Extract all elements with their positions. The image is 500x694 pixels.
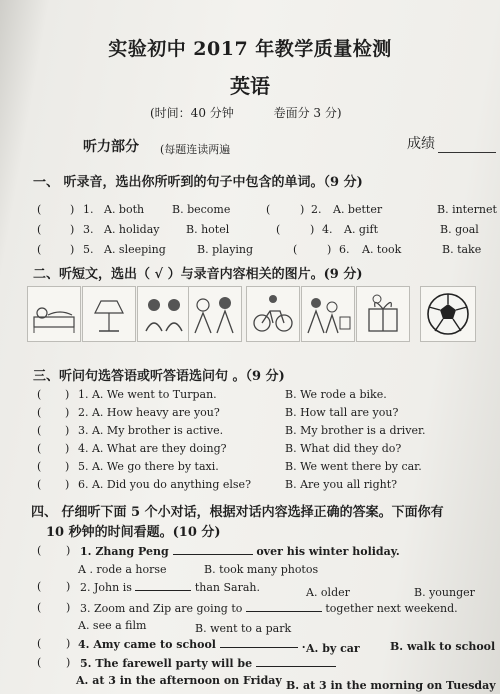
- s4-q5-stem: [80, 656, 336, 670]
- answer-paren-open[interactable]: (: [37, 460, 42, 473]
- s4-q2-option-a[interactable]: A. older: [306, 586, 350, 599]
- answer-paren-close: ): [65, 478, 70, 491]
- answer-paren-open[interactable]: (: [37, 442, 42, 455]
- s3-q3-option-a[interactable]: 3. A. My brother is active.: [78, 424, 224, 437]
- picture-4[interactable]: [188, 286, 242, 342]
- family-icon: [302, 287, 354, 341]
- picture-1[interactable]: [27, 286, 81, 342]
- s3-q4-option-b[interactable]: B. What did they do?: [285, 442, 402, 455]
- s4-q3-option-b[interactable]: B. went to a park: [195, 622, 292, 635]
- answer-paren-close: ): [66, 656, 71, 669]
- s4-q2-text: 2. John is: [80, 581, 132, 594]
- children-talking-icon: [189, 287, 241, 341]
- s4-q1-blank[interactable]: [173, 544, 253, 555]
- answer-paren-close: ): [70, 223, 75, 236]
- answer-paren-open[interactable]: (: [37, 580, 42, 593]
- s4-q4-stem: [78, 637, 306, 651]
- s3-q3-option-b[interactable]: B. My brother is a driver.: [285, 424, 426, 437]
- answer-paren-close: ): [66, 601, 71, 614]
- s3-q1-option-b[interactable]: B. We rode a bike.: [285, 388, 387, 401]
- answer-paren-close: ): [70, 243, 75, 256]
- answer-paren-open[interactable]: (: [37, 656, 42, 669]
- s4-q5-blank[interactable]: [256, 656, 336, 667]
- s1-q1-option-a[interactable]: A. both: [104, 203, 145, 216]
- s4-q2-tail: than Sarah.: [194, 581, 260, 594]
- listening-note: (每题连读两遍: [160, 143, 231, 156]
- section4-heading-cont: 10 秒钟的时间看题。(10 分): [46, 525, 221, 540]
- s4-q2-stem: [80, 580, 260, 594]
- soccer-ball-icon: [421, 287, 475, 341]
- exam-meta: [150, 104, 378, 121]
- s4-q2-option-b[interactable]: B. younger: [414, 586, 475, 599]
- picture-7[interactable]: [356, 286, 410, 342]
- answer-paren-close: ): [65, 442, 70, 455]
- picture-3[interactable]: [137, 286, 191, 342]
- s3-q4-option-a[interactable]: 4. A. What are they doing?: [78, 442, 227, 455]
- s4-q3-text: 3. Zoom and Zip are going to: [80, 602, 243, 615]
- sleeping-child-icon: [28, 287, 80, 341]
- s4-q4-period: .: [301, 638, 306, 651]
- s4-q1-text: 1. Zhang Peng: [80, 545, 169, 558]
- s3-q1-option-a[interactable]: 1. A. We went to Turpan.: [78, 388, 217, 401]
- s4-q1-option-b[interactable]: B. took many photos: [204, 563, 319, 576]
- answer-paren-open[interactable]: (: [37, 637, 42, 650]
- s4-q5-option-b[interactable]: B. at 3 in the morning on Tuesday: [286, 679, 496, 692]
- time-limit: (时间：40 分钟: [150, 106, 234, 120]
- answer-paren-open[interactable]: (: [276, 223, 281, 236]
- picture-6[interactable]: [301, 286, 355, 342]
- s1-q2-num: 2.: [311, 203, 322, 216]
- s4-q1-option-a[interactable]: A . rode a horse: [78, 563, 167, 576]
- s3-q5-option-b[interactable]: B. We went there by car.: [285, 460, 422, 473]
- gift-icon: [357, 287, 409, 341]
- answer-paren-close: ): [70, 203, 75, 216]
- answer-paren-close: ): [66, 580, 71, 593]
- s4-q4-blank[interactable]: [220, 637, 298, 648]
- s4-q3-option-a[interactable]: A. see a film: [78, 619, 147, 632]
- section1-heading: 一、 听录音，选出你所听到的句子中包含的单词。（9 分): [33, 175, 363, 190]
- s4-q3-tail: together next weekend.: [325, 602, 458, 615]
- answer-paren-close: ): [65, 388, 70, 401]
- s4-q4-text: 4. Amy came to school: [78, 638, 216, 651]
- s3-q2-option-b[interactable]: B. How tall are you?: [285, 406, 399, 419]
- s4-q4-option-b[interactable]: B. walk to school: [390, 640, 496, 653]
- s4-q3-blank[interactable]: [246, 601, 322, 612]
- answer-paren-open[interactable]: (: [37, 406, 42, 419]
- s1-q6-option-b[interactable]: B. take: [442, 243, 482, 256]
- s1-q6-option-a[interactable]: A. took: [362, 243, 402, 256]
- s4-q1-tail: over his winter holiday.: [256, 545, 400, 558]
- answer-paren-close: ): [66, 544, 71, 557]
- bicycle-icon: [247, 287, 299, 341]
- s3-q6-option-b[interactable]: B. Are you all right?: [285, 478, 398, 491]
- s1-q3-num: 3.: [83, 223, 94, 236]
- s3-q2-option-a[interactable]: 2. A. How heavy are you?: [78, 406, 220, 419]
- answer-paren-open[interactable]: (: [37, 601, 42, 614]
- s3-q6-option-a[interactable]: 6. A. Did you do anything else?: [78, 478, 251, 491]
- s4-q5-option-a[interactable]: A. at 3 in the afternoon on Friday: [76, 674, 282, 687]
- answer-paren-close: ): [327, 243, 332, 256]
- answer-paren-open[interactable]: (: [37, 223, 42, 236]
- s1-q2-option-a[interactable]: A. better: [333, 203, 383, 216]
- s4-q4-option-a[interactable]: A. by car: [306, 642, 360, 655]
- s1-q5-option-b[interactable]: B. playing: [197, 243, 254, 256]
- subject-title: 英语: [230, 74, 270, 98]
- s1-q5-option-a[interactable]: A. sleeping: [104, 243, 166, 256]
- answer-paren-close: ): [310, 223, 315, 236]
- section3-heading: 三、听问句选答语或听答语选问句 。（9 分): [33, 369, 285, 384]
- section4-heading: 四、 仔细听下面 5 个小对话，根据对话内容选择正确的答案。下面你有: [31, 505, 444, 520]
- answer-paren-open[interactable]: (: [37, 243, 42, 256]
- s1-q6-num: 6.: [339, 243, 350, 256]
- picture-8[interactable]: [420, 286, 476, 342]
- s3-q5-option-a[interactable]: 5. A. We go there by taxi.: [78, 460, 219, 473]
- picture-2[interactable]: [82, 286, 136, 342]
- answer-paren-close: ): [300, 203, 305, 216]
- answer-paren-close: ): [66, 637, 71, 650]
- s1-q4-option-a[interactable]: A. gift: [344, 223, 378, 236]
- s1-q1-num: 1.: [83, 203, 94, 216]
- s4-q3-stem: [80, 601, 458, 615]
- lamp-icon: [83, 287, 135, 341]
- s1-q1-option-b[interactable]: B. become: [172, 203, 231, 216]
- children-group-icon: [138, 287, 190, 341]
- answer-paren-close: ): [65, 424, 70, 437]
- exam-title: 实验初中 2017 年教学质量检测: [108, 38, 392, 60]
- s1-q4-option-b[interactable]: B. goal: [440, 223, 479, 236]
- answer-paren-open[interactable]: (: [37, 203, 42, 216]
- answer-paren-close: ): [65, 460, 70, 473]
- total-score: 卷面分 3 分): [273, 106, 342, 120]
- answer-paren-close: ): [65, 406, 70, 419]
- picture-5[interactable]: [246, 286, 300, 342]
- answer-paren-open[interactable]: (: [37, 544, 42, 557]
- section2-heading: 二、听短文，选出（ √ ）与录音内容相关的图片。(9 分): [33, 267, 363, 282]
- score-label: 成绩: [407, 136, 435, 152]
- s4-q2-blank[interactable]: [135, 580, 191, 591]
- answer-paren-open[interactable]: (: [37, 478, 42, 491]
- answer-paren-open[interactable]: (: [37, 424, 42, 437]
- s4-q5-text: 5. The farewell party will be: [80, 657, 253, 670]
- answer-paren-open[interactable]: (: [293, 243, 298, 256]
- answer-paren-open[interactable]: (: [37, 388, 42, 401]
- s4-q1-stem: [80, 544, 400, 558]
- s1-q3-option-a[interactable]: A. holiday: [104, 223, 160, 236]
- s1-q4-num: 4.: [322, 223, 333, 236]
- s1-q3-option-b[interactable]: B. hotel: [186, 223, 230, 236]
- answer-paren-open[interactable]: (: [266, 203, 271, 216]
- score-blank[interactable]: [438, 152, 496, 153]
- s1-q2-option-b[interactable]: B. internet: [437, 203, 497, 216]
- s1-q5-num: 5.: [83, 243, 94, 256]
- listening-heading: 听力部分: [83, 139, 139, 155]
